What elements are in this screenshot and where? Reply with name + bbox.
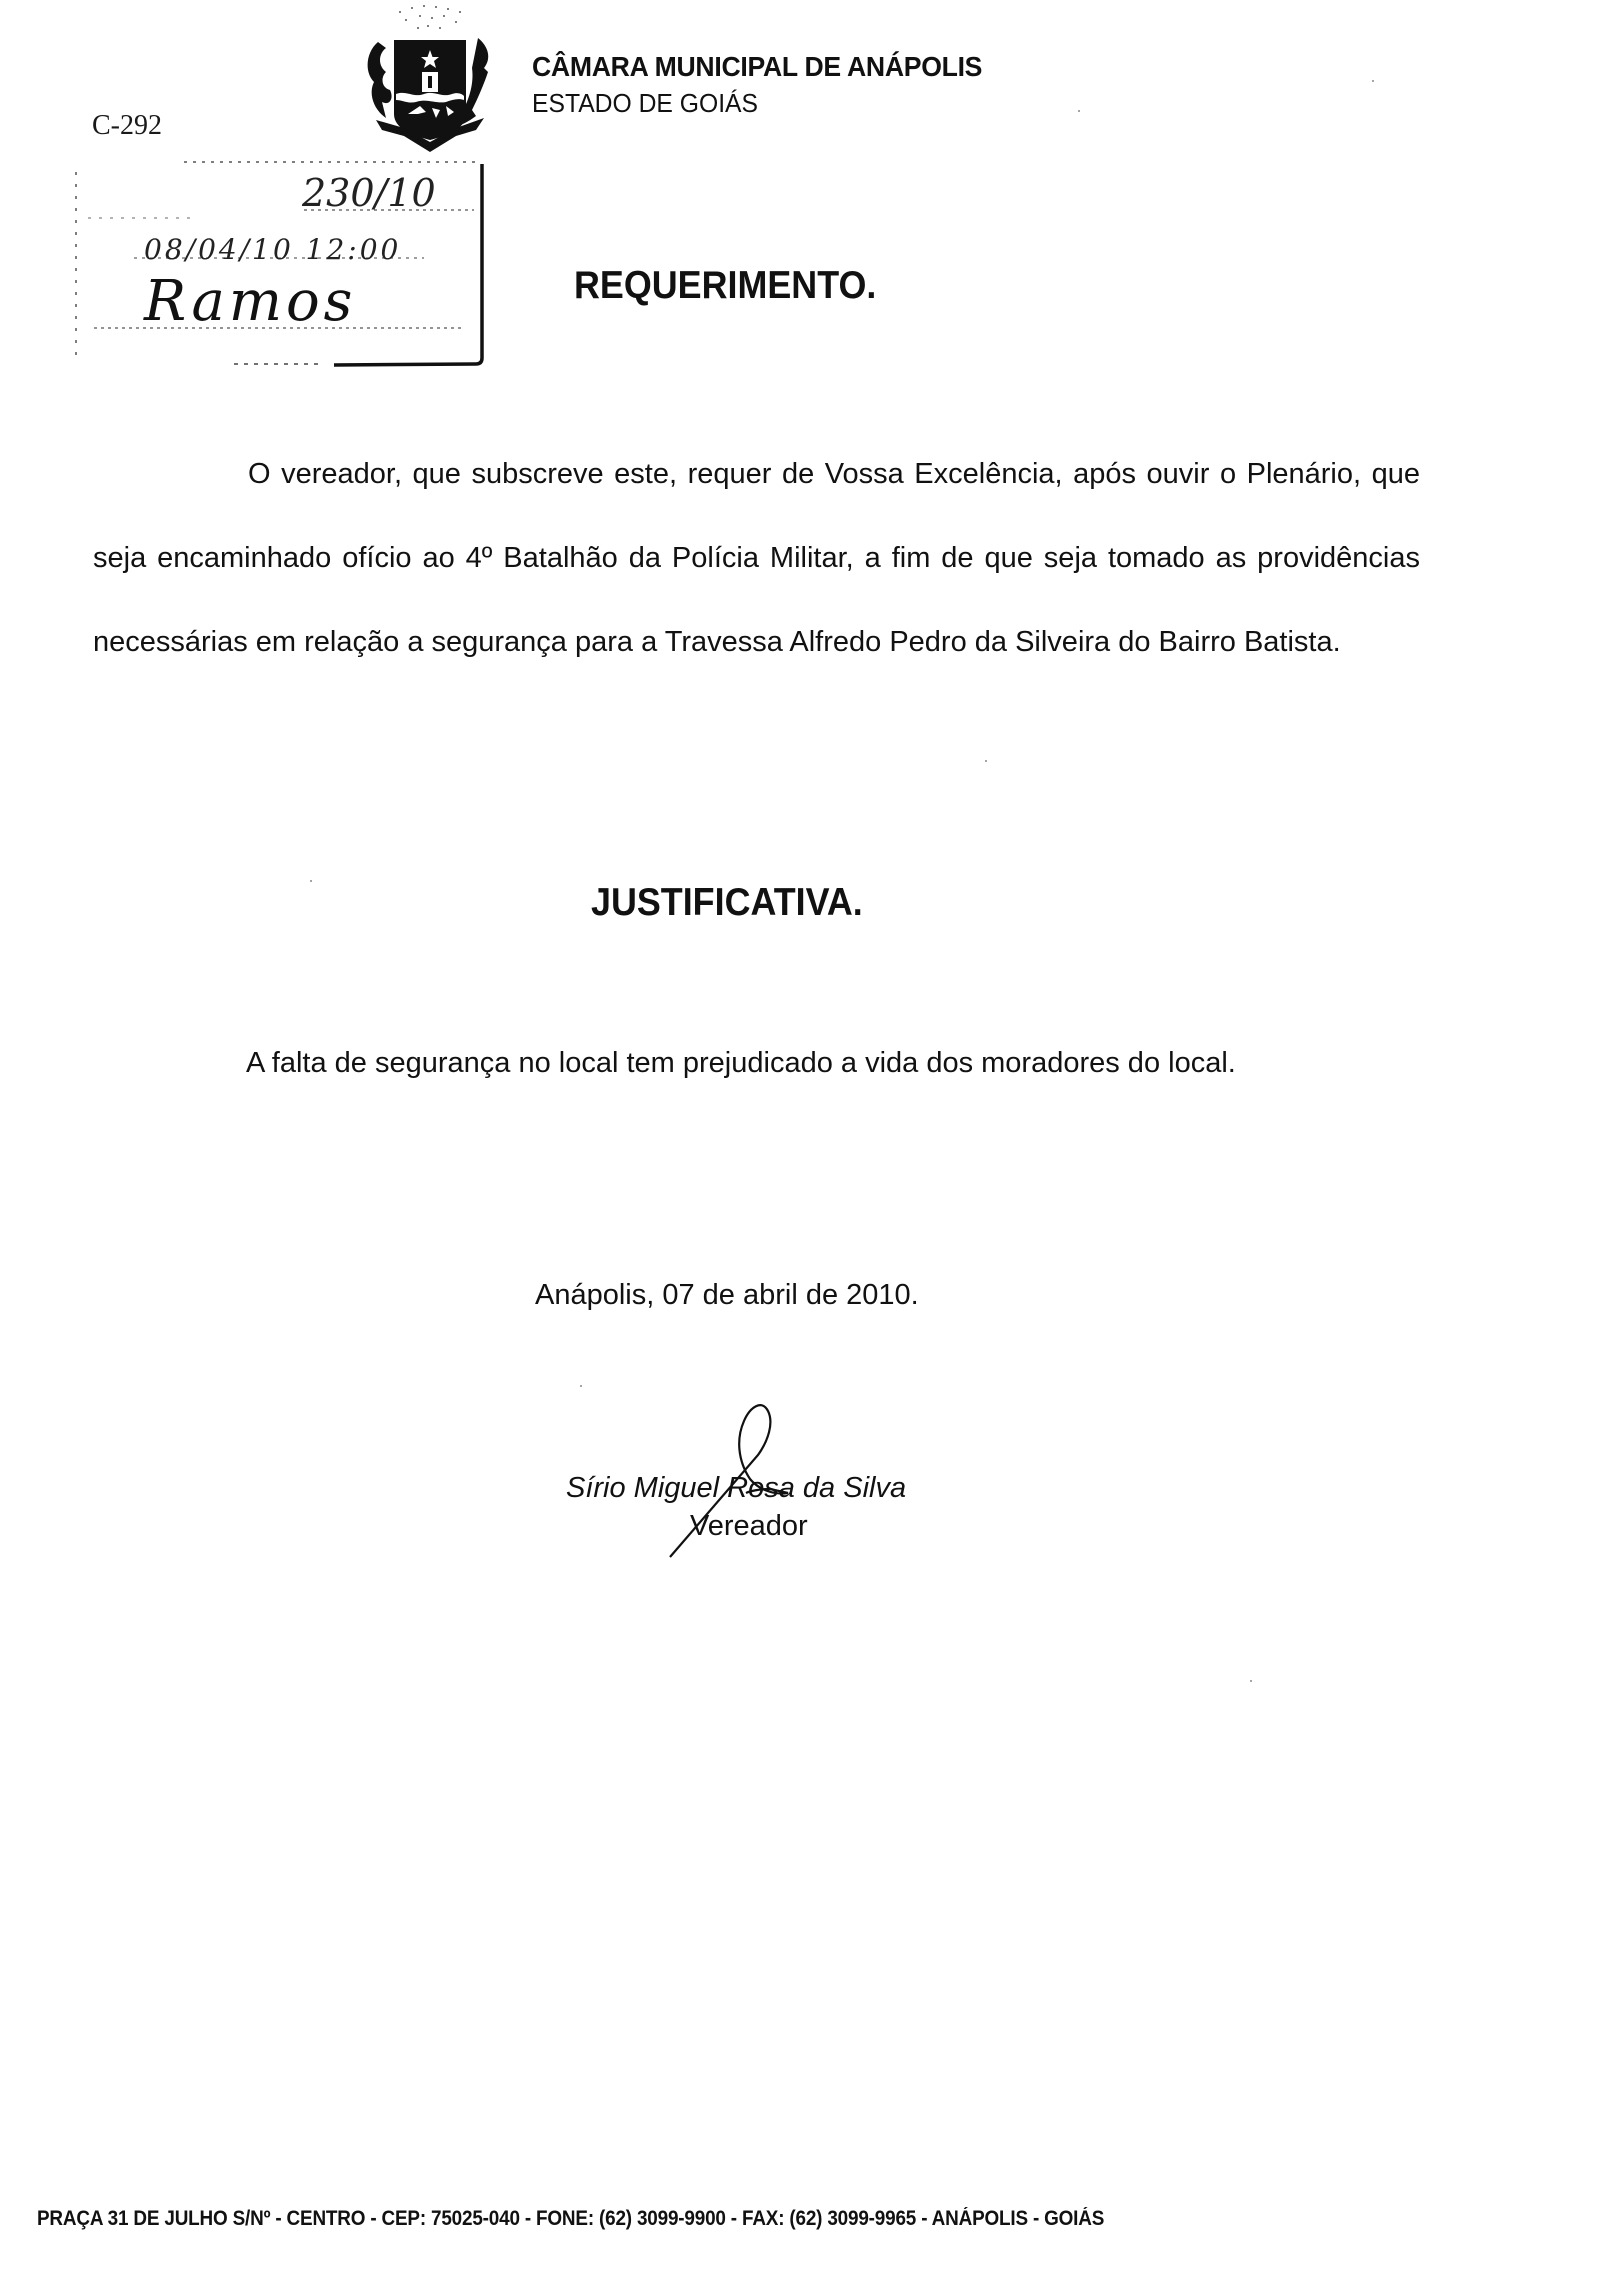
protocol-number: 230/10 <box>302 171 436 215</box>
scan-speck <box>1372 80 1374 82</box>
signer-role: Vereador <box>690 1510 808 1542</box>
scan-speck <box>580 1385 582 1387</box>
protocol-stamp <box>74 158 486 370</box>
request-paragraph: O vereador, que subscreve este, requer de Vossa Excelência, após ouvir o Plenário, que seja encaminhado ofício ao 4º Batalhão da Polícia Militar, a fim de que seja tomado as providências necessárias em relação a segurança para a Travessa Alfredo Pedro da Silveira do Bairro Batista. <box>93 458 1420 658</box>
justificativa-title: JUSTIFICATIVA. <box>591 881 863 924</box>
request-body <box>93 432 1420 684</box>
scan-speck <box>1250 1680 1252 1682</box>
scan-speck <box>985 760 987 762</box>
protocol-signature: Ramos <box>144 269 357 334</box>
scan-speck <box>1078 110 1080 112</box>
protocol-datetime: 08/04/10 12:00 <box>144 233 402 266</box>
justification-text: A falta de segurança no local tem prejudicado a vida dos moradores do local. <box>246 1047 1236 1079</box>
date-line: Anápolis, 07 de abril de 2010. <box>535 1279 919 1311</box>
scan-speck <box>310 880 312 882</box>
footer-address: PRAÇA 31 DE JULHO S/Nº - CENTRO - CEP: 75025-040 - FONE: (62) 3099-9900 - FAX: (62) 3099-9965 - ANÁPOLIS - GOIÁS <box>37 2207 1105 2230</box>
signer-name: Sírio Miguel Rosa da Silva <box>566 1472 907 1504</box>
organization-state: ESTADO DE GOIÁS <box>532 88 759 118</box>
document-code: C-292 <box>92 110 162 141</box>
organization-name: CÂMARA MUNICIPAL DE ANÁPOLIS <box>532 51 983 82</box>
municipal-coat-of-arms-icon <box>360 2 500 154</box>
requerimento-title: REQUERIMENTO. <box>574 264 877 307</box>
